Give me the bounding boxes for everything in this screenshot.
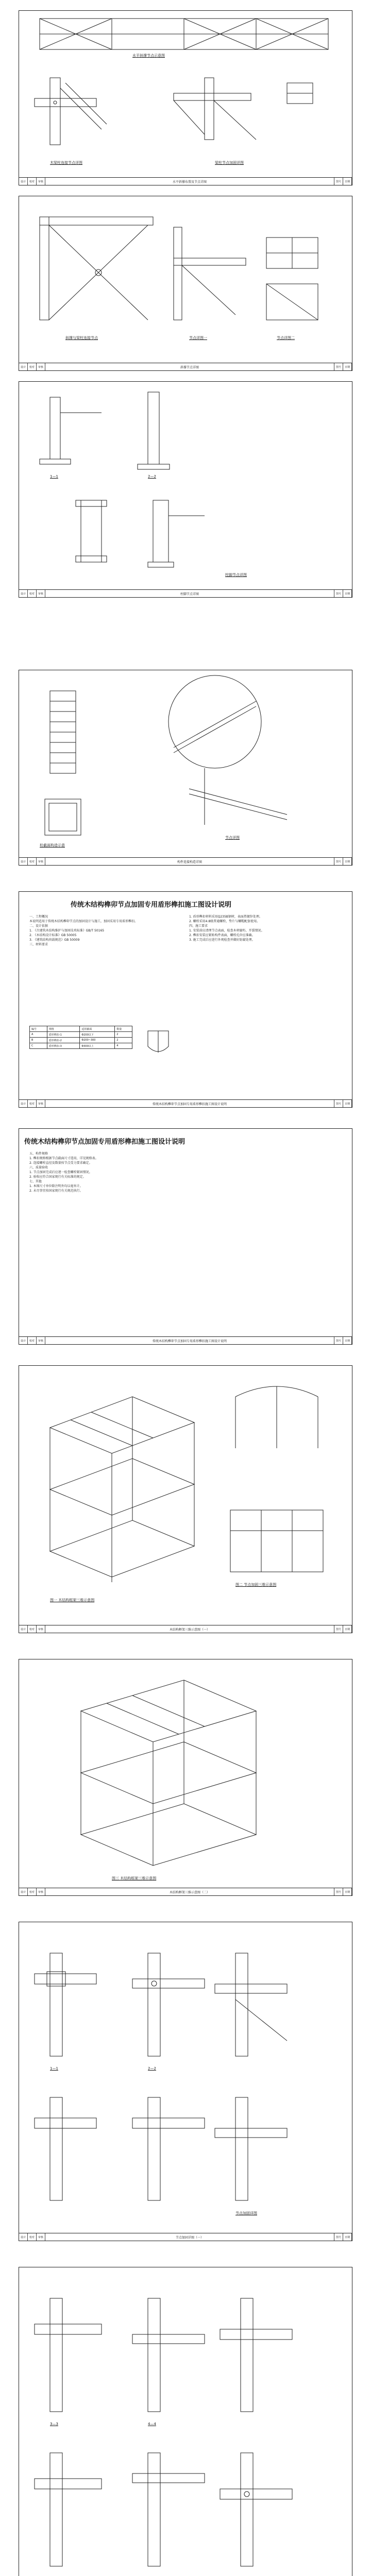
date-label: 日期	[343, 1100, 352, 1107]
sheet-number-label: 图号	[334, 2233, 343, 2241]
sheet-title: 节点加固详图（一）	[45, 2233, 334, 2241]
sheet-number-label: 图号	[334, 1888, 343, 1895]
node-detail-drawing	[19, 1922, 352, 2241]
drawing-sheet-4	[19, 670, 352, 866]
title-block	[19, 2233, 352, 2241]
notes-line: 1. 安装前应清理节点表面，检查木材腐朽、开裂情况。	[189, 929, 264, 933]
check-label: 校对	[28, 178, 37, 185]
sheet-caption: 图一 木结构框架三维示意图	[50, 1598, 95, 1602]
review-label: 审核	[37, 1100, 45, 1107]
sheet-caption: 木梁柱连接节点详图	[50, 161, 82, 165]
sheet-title: 水平斜撑布置及节点详图	[45, 178, 334, 185]
sheet-title: 木结构框架三维示意图（二）	[45, 1888, 334, 1895]
sheet-caption: 2—2	[148, 474, 156, 479]
notes-line: 二、设计依据	[29, 924, 48, 928]
review-label: 审核	[37, 1888, 45, 1895]
sheet-caption: 水平斜撑节点示意图	[132, 54, 165, 58]
design-label: 设计	[19, 858, 28, 865]
review-label: 审核	[37, 858, 45, 865]
notes-line: 六、质量验收	[29, 1166, 48, 1170]
review-label: 审核	[37, 178, 45, 185]
column-base-drawing	[19, 382, 352, 598]
sheet-number-label: 图号	[334, 590, 343, 597]
date-label: 日期	[343, 2233, 352, 2241]
table-cell: C	[30, 1043, 47, 1049]
sheet-caption: 1—1	[50, 2066, 58, 2071]
frame-3d-drawing-2	[19, 1659, 352, 1896]
review-label: 审核	[37, 1337, 45, 1344]
table-header-cell: 适用截面	[80, 1026, 115, 1032]
sheet-caption: 图三 木结构框架三维示意图	[112, 1876, 157, 1880]
notes-line: 四、施工要求	[189, 924, 208, 928]
review-label: 审核	[37, 2233, 45, 2241]
review-label: 审核	[37, 363, 45, 370]
notes-heading: 传统木结构榫卯节点加固专用盾形榫扣施工图设计说明	[24, 1138, 185, 1146]
sheet-number-label: 图号	[334, 363, 343, 370]
table-cell: 盾形榫扣-1	[47, 1032, 80, 1038]
connection-drawing	[19, 670, 352, 866]
design-label: 设计	[19, 2233, 28, 2241]
title-block	[19, 363, 352, 370]
sheet-number-label: 图号	[334, 1625, 343, 1633]
drawing-sheet-10	[19, 2267, 352, 2576]
node-detail-drawing-2	[19, 2267, 352, 2576]
title-block	[19, 177, 352, 185]
table-header-cell: 规格	[47, 1026, 80, 1032]
sheet-title: 斜撑节点详图	[45, 363, 334, 370]
sheet-caption: 4—4	[148, 2422, 156, 2426]
notes-line: 2. 验收应符合国家现行有关标准的规定。	[29, 1175, 86, 1179]
table-cell: 2	[115, 1038, 132, 1043]
table-header-cell: 数量	[115, 1026, 132, 1032]
notes-line: 2. 榫扣安装应紧贴构件表面，螺栓孔位应准确。	[189, 934, 255, 937]
notes-line: 五、构件规格	[29, 1152, 48, 1156]
notes-line: 2. 螺栓采用4.8级普通螺栓，垫片与螺帽配套使用。	[189, 920, 260, 923]
design-label: 设计	[19, 590, 28, 597]
check-label: 校对	[28, 2233, 37, 2241]
check-label: 校对	[28, 858, 37, 865]
design-label: 设计	[19, 1625, 28, 1633]
table-header-cell: 编号	[30, 1026, 47, 1032]
notes-line: 1. 榫扣规格根据节点截面尺寸选用，详见规格表。	[29, 1157, 98, 1160]
title-block	[19, 857, 352, 865]
notes-line: 2. 连接螺栓直径及数量按节点受力要求确定。	[29, 1161, 92, 1165]
sheet-caption: 梁柱节点加固详图	[215, 161, 244, 165]
notes-line: 1. 节点加固完成后应逐一检查螺栓紧固情况。	[29, 1171, 92, 1174]
check-label: 校对	[28, 363, 37, 370]
check-label: 校对	[28, 590, 37, 597]
sheet-number-label: 图号	[334, 858, 343, 865]
notes-line: 三、材料要求	[29, 943, 48, 946]
sheet-caption: 节点详图	[225, 836, 240, 840]
shield-tenon-sketch	[19, 892, 352, 1108]
notes-line: 2. 未尽事宜按国家现行有关规范执行。	[29, 1189, 83, 1193]
date-label: 日期	[343, 590, 352, 597]
table-cell: Φ300以上	[80, 1043, 115, 1049]
notes-sheet-2	[19, 1128, 352, 1345]
design-label: 设计	[19, 1100, 28, 1107]
notes-line: 3. 施工完成后应进行外观检查并做好防腐处理。	[189, 938, 255, 942]
drawing-sheet-7	[19, 1365, 352, 1633]
drawing-sheet-9	[19, 1922, 352, 2241]
notes-line: 1. 盾形榫扣材料采用Q235B钢材，表面热镀锌处理。	[189, 915, 262, 919]
bracing-drawing	[19, 11, 352, 185]
sheet-title: 传统木结构榫卯节点加固专用盾形榫扣施工图设计说明	[45, 1337, 334, 1344]
date-label: 日期	[343, 1888, 352, 1895]
sheet-caption: 节点详图二	[277, 336, 295, 340]
drawing-sheet-1	[19, 10, 352, 185]
sheet-caption: 2—2	[148, 2066, 156, 2071]
review-label: 审核	[37, 1625, 45, 1633]
brace-node-drawing	[19, 196, 352, 371]
sheet-title: 柱脚节点详图	[45, 590, 334, 597]
sheet-caption: 图二 节点加固三维示意图	[235, 1583, 277, 1587]
table-cell: Φ200~300	[80, 1038, 115, 1043]
table-cell: 盾形榫扣-2	[47, 1038, 80, 1043]
design-label: 设计	[19, 363, 28, 370]
drawing-sheet-2	[19, 196, 352, 371]
date-label: 日期	[343, 1337, 352, 1344]
notes-heading: 传统木结构榫卯节点加固专用盾形榫扣施工图设计说明	[71, 901, 232, 909]
table-cell: Φ200以下	[80, 1032, 115, 1038]
title-block	[19, 589, 352, 597]
sheet-number-label: 图号	[334, 1100, 343, 1107]
date-label: 日期	[343, 363, 352, 370]
design-label: 设计	[19, 178, 28, 185]
review-label: 审核	[37, 590, 45, 597]
sheet-caption: 节点加固详图	[235, 2211, 257, 2215]
check-label: 校对	[28, 1888, 37, 1895]
notes-column-left	[29, 1151, 215, 1193]
sheet-caption: 1—1	[50, 474, 58, 479]
date-label: 日期	[343, 178, 352, 185]
sheet-number-label: 图号	[334, 178, 343, 185]
frame-3d-drawing	[19, 1366, 352, 1633]
notes-line: 七、其他	[29, 1180, 42, 1183]
notes-line: 一、工程概况	[29, 915, 48, 919]
design-label: 设计	[19, 1337, 28, 1344]
table-cell: 2	[115, 1032, 132, 1038]
sheet-caption: 3—3	[50, 2422, 58, 2426]
table-cell: A	[30, 1032, 47, 1038]
drawing-sheet-3	[19, 381, 352, 598]
check-label: 校对	[28, 1625, 37, 1633]
sheet-caption: 柱脚节点详图	[225, 573, 247, 577]
sheet-caption: 节点详图一	[189, 336, 207, 340]
title-block	[19, 1099, 352, 1107]
sheet-caption: 斜撑与梁柱连接节点	[65, 336, 98, 340]
notes-line: 1. 本图尺寸单位除注明外均以毫米计。	[29, 1184, 83, 1188]
table-cell: 盾形榫扣-3	[47, 1043, 80, 1049]
notes-line: 本说明适用于传统木结构榫卯节点的加固设计与施工，加固采用专用盾形榫扣。	[29, 920, 138, 923]
date-label: 日期	[343, 1625, 352, 1633]
design-label: 设计	[19, 1888, 28, 1895]
table-cell: 4	[115, 1043, 132, 1049]
sheet-title: 木结构框架三维示意图（一）	[45, 1625, 334, 1633]
notes-line: 3. 《建筑结构荷载规范》GB 50009	[29, 938, 80, 942]
sheet-caption: 柱截面构造示意	[40, 843, 65, 848]
notes-line: 1. 《古建筑木结构维护与加固技术标准》GB/T 50165	[29, 929, 105, 933]
notes-line: 2. 《木结构设计标准》GB 50005	[29, 934, 77, 937]
title-block	[19, 1888, 352, 1895]
notes-sheet-1	[19, 891, 352, 1108]
table-cell: B	[30, 1038, 47, 1043]
title-block	[19, 1336, 352, 1344]
title-block	[19, 1625, 352, 1633]
sheet-number-label: 图号	[334, 1337, 343, 1344]
sheet-title: 构件连接构造详图	[45, 858, 334, 865]
drawing-sheet-8	[19, 1659, 352, 1896]
check-label: 校对	[28, 1100, 37, 1107]
date-label: 日期	[343, 858, 352, 865]
check-label: 校对	[28, 1337, 37, 1344]
sheet-title: 传统木结构榫卯节点加固专用盾形榫扣施工图设计说明	[45, 1100, 334, 1107]
